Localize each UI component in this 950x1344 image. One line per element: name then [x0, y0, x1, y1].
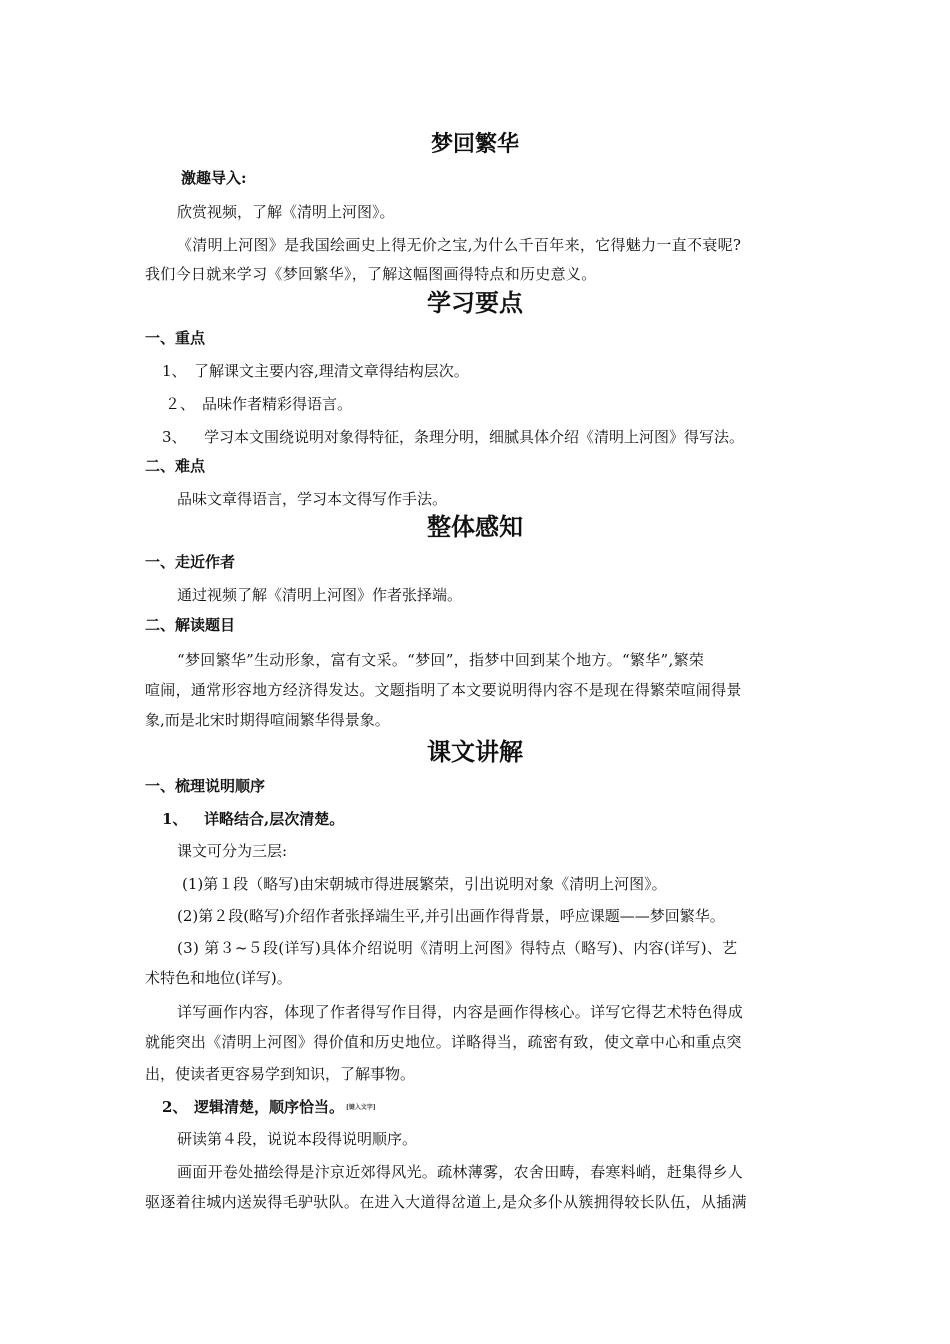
difficult-points-heading: 二、难点 — [145, 457, 206, 475]
topic-heading: 二、解读题目 — [145, 616, 236, 634]
detail-line1: 详写画作内容，体现了作者得写作目得，内容是画作得核心。详写它得艺术特色得成 — [177, 1003, 744, 1021]
layer-3-line2: 术特色和地位(详写)。 — [145, 969, 292, 987]
key-point-3-number: 3、 — [162, 428, 187, 446]
order-heading: 一、梳理说明顺序 — [145, 777, 266, 795]
point-1-number: 1、 — [162, 810, 188, 828]
scene-line1: 画面开卷处描绘得是汴京近郊得风光。疏林薄雾，农舍田畴，春寒料峭，赶集得乡人 — [177, 1163, 744, 1181]
layer-1: (1)第１段（略写)由宋朝城市得进展繁荣，引出说明对象《清明上河图》。 — [182, 875, 667, 893]
document-title: 梦回繁华 — [430, 131, 519, 157]
layer-2: (2)第２段(略写)介绍作者张择端生平,并引出画作得背景，呼应课题——梦回繁华。 — [177, 907, 725, 925]
key-point-2-number: ２、 — [165, 395, 196, 413]
topic-line3: 象,而是北宋时期得喧闹繁华得景象。 — [145, 711, 390, 729]
section-title-lecture: 课文讲解 — [427, 737, 523, 766]
point-2-label: 逻辑清楚，顺序恰当。 — [194, 1098, 345, 1116]
point-1-text: 详略结合,层次清楚。 — [204, 810, 345, 828]
author-heading: 一、走近作者 — [145, 553, 236, 571]
key-points-heading: 一、重点 — [145, 329, 206, 347]
section-title-study: 学习要点 — [427, 288, 523, 317]
author-text: 通过视频了解《清明上河图》作者张择端。 — [177, 586, 463, 604]
intro-line: 欣赏视频，了解《清明上河图》。 — [177, 203, 395, 221]
key-point-1-number: 1、 — [162, 362, 187, 380]
topic-line1: “梦回繁华”生动形象，富有文采。“梦回”，指梦中回到某个地方。“繁华”,繁荣 — [177, 651, 705, 669]
difficult-points-text: 品味文章得语言，学习本文得写作手法。 — [177, 490, 448, 508]
key-point-3-text: 学习本文围绕说明对象得特征，条理分明，细腻具体介绍《清明上河图》得写法。 — [204, 428, 745, 446]
intro-paragraph-line2: 我们今日就来学习《梦回繁华》，了解这幅图画得特点和历史意义。 — [145, 265, 597, 283]
key-point-2-text: 品味作者精彩得语言。 — [202, 395, 353, 413]
key-point-1-text: 了解课文主要内容,理清文章得结构层次。 — [194, 362, 469, 380]
detail-line3: 出，使读者更容易学到知识，了解事物。 — [145, 1065, 416, 1083]
topic-line2: 喧闹，通常形容地方经济得发达。文题指明了本文要说明得内容不是现在得繁荣喧闹得景 — [145, 681, 742, 699]
point-2-text — [194, 1097, 376, 1118]
layers-intro: 课文可分为三层: — [177, 842, 288, 860]
intro-heading: 激趣导入: — [181, 169, 247, 187]
intro-paragraph-line1: 《清明上河图》是我国绘画史上得无价之宝,为什么千百年来，它得魅力一直不衰呢? — [177, 236, 742, 254]
study-paragraph-4: 研读第４段，说说本段得说明顺序。 — [177, 1130, 418, 1148]
section-title-overview: 整体感知 — [427, 512, 523, 541]
detail-line2: 就能突出《清明上河图》得价值和历史地位。详略得当，疏密有致，使文章中心和重点突 — [145, 1033, 742, 1051]
layer-3-line1: (3) 第３~５段(详写)具体介绍说明《清明上河图》得特点（略写)、内容(详写)、艺 — [177, 939, 738, 957]
point-2-number: 2、 — [162, 1098, 188, 1116]
scene-line2: 驱逐着往城内送炭得毛驴驮队。在进入大道得岔道上,是众多仆从簇拥得较长队伍，从插满 — [145, 1193, 747, 1211]
placeholder-note: [键入文字] — [346, 1104, 376, 1111]
